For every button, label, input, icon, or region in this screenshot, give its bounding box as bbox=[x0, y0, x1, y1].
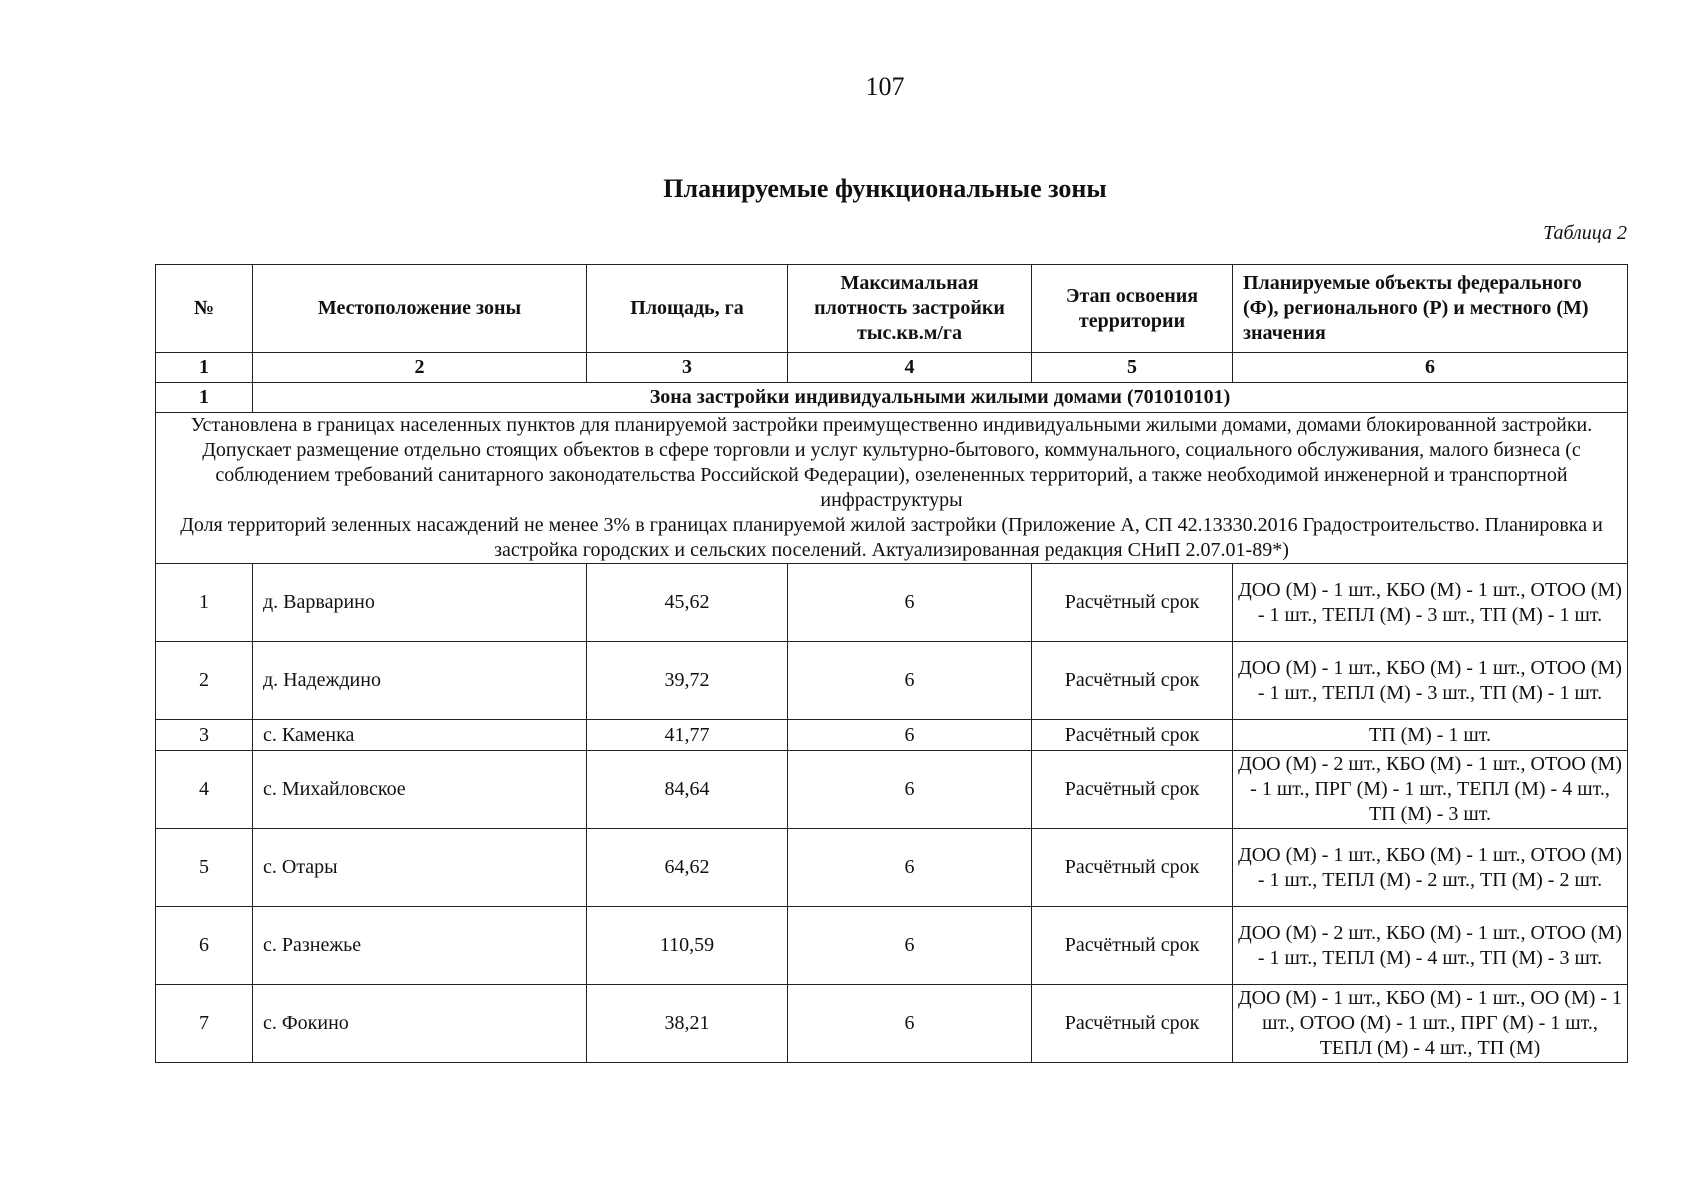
page-number: 107 bbox=[865, 72, 905, 101]
row-density: 6 bbox=[788, 642, 1032, 720]
row-number: 7 bbox=[156, 985, 253, 1063]
column-numbers-row bbox=[156, 353, 1628, 383]
data-rows bbox=[156, 564, 1628, 1063]
column-number: 6 bbox=[1233, 353, 1628, 383]
row-stage: Расчётный срок bbox=[1032, 751, 1233, 829]
row-area: 45,62 bbox=[587, 564, 788, 642]
row-location: с. Каменка bbox=[253, 720, 587, 751]
row-area: 84,64 bbox=[587, 751, 788, 829]
row-density: 6 bbox=[788, 829, 1032, 907]
row-density: 6 bbox=[788, 751, 1032, 829]
row-location: с. Михайловское bbox=[253, 751, 587, 829]
column-number: 5 bbox=[1032, 353, 1233, 383]
row-number: 5 bbox=[156, 829, 253, 907]
table-row bbox=[156, 720, 1628, 751]
column-number: 1 bbox=[156, 353, 253, 383]
column-number: 4 bbox=[788, 353, 1032, 383]
row-stage: Расчётный срок bbox=[1032, 564, 1233, 642]
table-row bbox=[156, 564, 1628, 642]
row-stage: Расчётный срок bbox=[1032, 907, 1233, 985]
zone-name: Зона застройки индивидуальными жилыми домами (701010101) bbox=[253, 383, 1628, 413]
row-density: 6 bbox=[788, 907, 1032, 985]
row-number: 1 bbox=[156, 564, 253, 642]
column-number: 3 bbox=[587, 353, 788, 383]
zones-table bbox=[155, 264, 1628, 1063]
col-header-num: № bbox=[156, 265, 253, 353]
row-objects: ДОО (М) - 1 шт., КБО (М) - 1 шт., ОО (М) - 1 шт., ОТОО (М) - 1 шт., ПРГ (М) - 1 шт., ТЕПЛ (М) - 4 шт., ТП (М) bbox=[1233, 985, 1628, 1063]
col-header-location: Местоположение зоны bbox=[253, 265, 587, 353]
row-location: д. Варварино bbox=[253, 564, 587, 642]
row-stage: Расчётный срок bbox=[1032, 720, 1233, 751]
row-objects: ДОО (М) - 1 шт., КБО (М) - 1 шт., ОТОО (М) - 1 шт., ТЕПЛ (М) - 2 шт., ТП (М) - 2 шт. bbox=[1233, 829, 1628, 907]
zone-description-row bbox=[156, 413, 1628, 564]
table-row bbox=[156, 985, 1628, 1063]
table-row bbox=[156, 907, 1628, 985]
col-header-objects: Планируемые объекты федерального (Ф), регионального (Р) и местного (М) значения bbox=[1233, 265, 1628, 353]
row-location: с. Фокино bbox=[253, 985, 587, 1063]
row-objects: ДОО (М) - 1 шт., КБО (М) - 1 шт., ОТОО (М) - 1 шт., ТЕПЛ (М) - 3 шт., ТП (М) - 1 шт. bbox=[1233, 642, 1628, 720]
row-density: 6 bbox=[788, 720, 1032, 751]
zone-heading-row bbox=[156, 383, 1628, 413]
row-location: с. Отары bbox=[253, 829, 587, 907]
header-row bbox=[156, 265, 1628, 353]
col-header-area: Площадь, га bbox=[587, 265, 788, 353]
column-number: 2 bbox=[253, 353, 587, 383]
table-caption: Таблица 2 bbox=[1543, 222, 1627, 244]
row-stage: Расчётный срок bbox=[1032, 985, 1233, 1063]
row-area: 38,21 bbox=[587, 985, 788, 1063]
row-number: 3 bbox=[156, 720, 253, 751]
row-area: 110,59 bbox=[587, 907, 788, 985]
table-row bbox=[156, 751, 1628, 829]
row-density: 6 bbox=[788, 985, 1032, 1063]
row-area: 64,62 bbox=[587, 829, 788, 907]
row-location: с. Разнежье bbox=[253, 907, 587, 985]
row-stage: Расчётный срок bbox=[1032, 829, 1233, 907]
col-header-stage: Этап освоения территории bbox=[1032, 265, 1233, 353]
col-header-density: Максимальная плотность застройки тыс.кв.м/га bbox=[788, 265, 1032, 353]
row-number: 2 bbox=[156, 642, 253, 720]
row-objects: ТП (М) - 1 шт. bbox=[1233, 720, 1628, 751]
row-area: 39,72 bbox=[587, 642, 788, 720]
row-stage: Расчётный срок bbox=[1032, 642, 1233, 720]
row-objects: ДОО (М) - 2 шт., КБО (М) - 1 шт., ОТОО (М) - 1 шт., ПРГ (М) - 1 шт., ТЕПЛ (М) - 4 шт., ТП (М) - 3 шт. bbox=[1233, 751, 1628, 829]
row-area: 41,77 bbox=[587, 720, 788, 751]
row-number: 4 bbox=[156, 751, 253, 829]
table-row bbox=[156, 642, 1628, 720]
row-density: 6 bbox=[788, 564, 1032, 642]
row-objects: ДОО (М) - 2 шт., КБО (М) - 1 шт., ОТОО (М) - 1 шт., ТЕПЛ (М) - 4 шт., ТП (М) - 3 шт. bbox=[1233, 907, 1628, 985]
row-number: 6 bbox=[156, 907, 253, 985]
table-row bbox=[156, 829, 1628, 907]
page-title: Планируемые функциональные зоны bbox=[663, 174, 1107, 203]
zone-number: 1 bbox=[156, 383, 253, 413]
row-location: д. Надеждино bbox=[253, 642, 587, 720]
zone-description-cell bbox=[156, 413, 1628, 564]
zone-description: Установлена в границах населенных пунктов для планируемой застройки преимущественно индивидуальными жилыми домами, домами блокированной застройки. Допускает размещение отдельно стоящих объектов в сфере торговли и услуг культурно-бытового, коммунального, социального обслуживания, малого бизнеса (с соблюдением требований санитарного законодательства Российской Федерации), озелененных территорий, а также необходимой инженерной и транспортной инфраструктуры bbox=[190, 414, 1593, 511]
row-objects: ДОО (М) - 1 шт., КБО (М) - 1 шт., ОТОО (М) - 1 шт., ТЕПЛ (М) - 3 шт., ТП (М) - 1 шт. bbox=[1233, 564, 1628, 642]
zone-description-2: Доля территорий зеленных насаждений не менее 3% в границах планируемой жилой застройки (Приложение А, СП 42.13330.2016 Градостроительство. Планировка и застройка городских и сельских поселений. Актуализированная редакция СНиП 2.07.01-89*) bbox=[180, 514, 1603, 561]
